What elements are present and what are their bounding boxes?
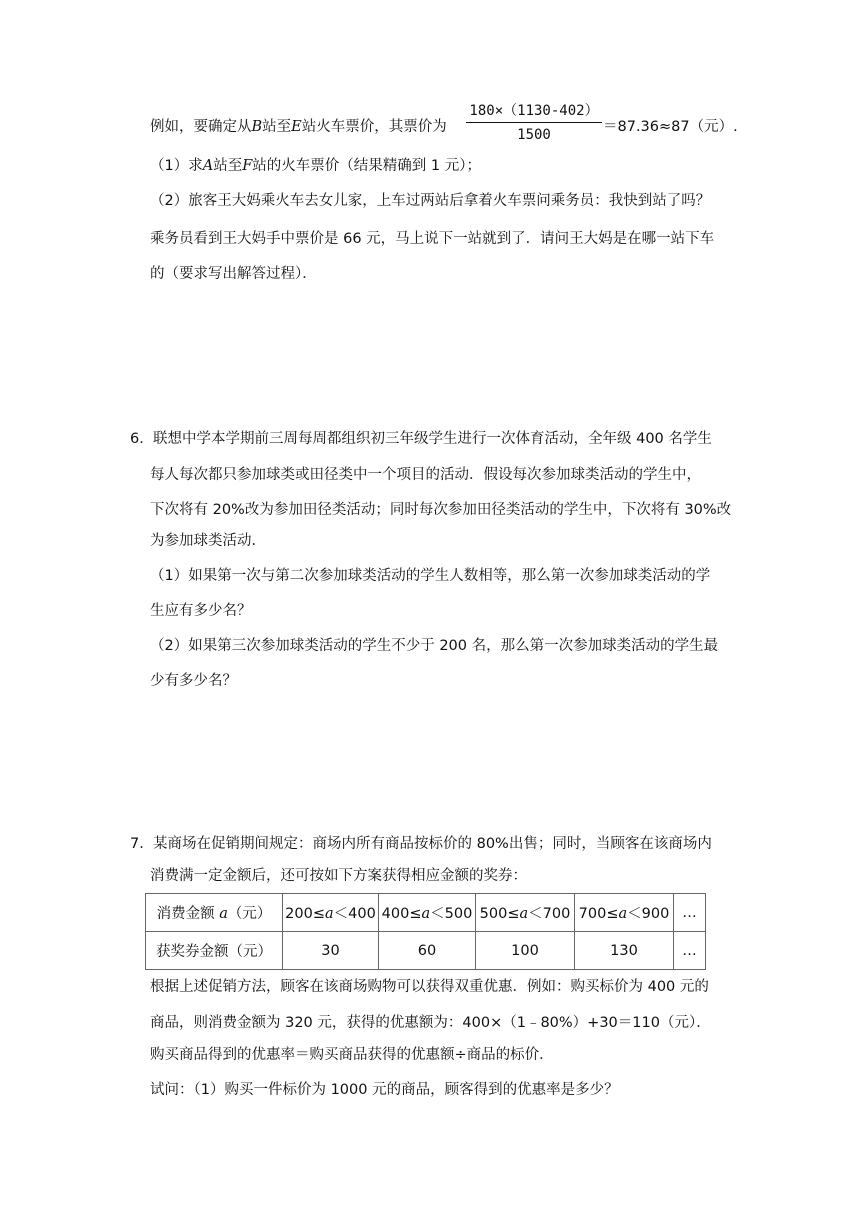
problem-6-line-1: 联想中学本学期前三周每周都组织初三年级学生进行一次体育活动，全年级 400 名学生 [153, 431, 712, 447]
table-row [146, 894, 706, 932]
range-var: a [421, 906, 431, 922]
q2-line-3: 的（要求写出解答过程）． [150, 266, 317, 282]
problem-6-sub1-line-2: 生应有多少名？ [150, 603, 252, 619]
station-a: A [202, 158, 214, 174]
problem-6-line-4: 为参加球类活动． [150, 533, 266, 549]
range-low: 400≤ [381, 906, 422, 922]
q2-line-1: （2）旅客王大妈乘火车去女儿家，上车过两站后拿着火车票问乘务员：我快到站了吗？ [150, 193, 711, 209]
table-header-spend [146, 894, 283, 932]
fraction-bar [466, 122, 602, 123]
problem-6-sub1-line-1: （1）如果第一次与第二次参加球类活动的学生人数相等，那么第一次参加球类活动的学 [150, 568, 711, 584]
station-e: E [291, 119, 302, 135]
problem-6-sub2-line-2: 少有多少名？ [150, 673, 237, 689]
range-var: a [519, 906, 529, 922]
table-ellipsis: … [674, 894, 706, 932]
range-var: a [324, 906, 334, 922]
table-range-cell [379, 894, 476, 932]
problem-6-line-2: 每人每次都只参加球类或田径类中一个项目的活动．假设每次参加球类活动的学生中， [150, 467, 701, 483]
range-high: ＜900 [627, 906, 670, 922]
table-ellipsis: … [674, 932, 706, 970]
example-result: ＝87.36≈87（元）. [603, 119, 738, 135]
table-range-cell [575, 894, 674, 932]
award-table [145, 893, 706, 970]
range-var: a [618, 906, 628, 922]
range-low: 700≤ [578, 906, 619, 922]
range-low: 200≤ [285, 906, 325, 922]
example-mid: 站至 [262, 119, 292, 135]
table-range-cell [476, 894, 575, 932]
problem-6-line-3: 下次将有 20%改为参加田径类活动；同时每次参加田径类活动的学生中，下次将有 30%改 [150, 502, 732, 518]
problem-7-after-1: 根据上述促销方法，顾客在该商场购物可以获得双重优惠．例如：购买标价为 400 元的 [150, 979, 709, 995]
range-high: ＜700 [528, 906, 571, 922]
fraction-denominator: 1500 [517, 127, 551, 143]
problem-7-after-4: 试问：（1）购买一件标价为 1000 元的商品，顾客得到的优惠率是多少？ [150, 1082, 619, 1098]
table-range-cell [283, 894, 379, 932]
problem-6-sub2-line-1: （2）如果第三次参加球类活动的学生不少于 200 名，那么第一次参加球类活动的学生最 [150, 638, 719, 654]
example-prefix: 例如，要确定从 [150, 119, 252, 135]
problem-6-number: 6． [130, 431, 154, 447]
fraction-numerator: 180×（1130-402） [469, 103, 599, 119]
header-var: a [219, 906, 228, 922]
table-row [146, 932, 706, 970]
table-value-cell: 30 [283, 932, 379, 970]
header-text: 消费金额 [156, 906, 220, 922]
station-f: F [242, 158, 253, 174]
problem-7-after-2: 商品，则消费金额为 320 元，获得的优惠额为：400×（1﹣80%）+30＝110（元）． [150, 1015, 711, 1031]
q1-text-2: 站至 [213, 158, 243, 174]
table-value-cell: 60 [379, 932, 476, 970]
range-high: ＜400 [333, 906, 376, 922]
table-value-cell: 100 [476, 932, 575, 970]
problem-7-after-3: 购买商品得到的优惠率＝购买商品获得的优惠额÷商品的标价． [150, 1047, 554, 1063]
example-suffix: 站火车票价，其票价为 [301, 119, 447, 135]
station-b: B [251, 119, 263, 135]
header-unit: （元） [227, 906, 272, 922]
problem-7-line-1: 某商场在促销期间规定：商场内所有商品按标价的 80%出售；同时，当顾客在该商场内 [153, 836, 712, 852]
q2-line-2: 乘务员看到王大妈手中票价是 66 元，马上说下一站就到了．请问王大妈是在哪一站下车 [150, 231, 715, 247]
problem-7-number: 7． [130, 836, 154, 852]
table-value-cell: 130 [575, 932, 674, 970]
fare-fraction [466, 101, 602, 145]
q1-line [150, 156, 481, 176]
q1-text-1: （1）求 [150, 158, 203, 174]
q1-text-3: 站的火车票价（结果精确到 1 元）； [252, 158, 481, 174]
range-low: 500≤ [479, 906, 520, 922]
example-line [150, 117, 447, 137]
problem-7-line-2: 消费满一定金额后，还可按如下方案获得相应金额的奖券： [150, 868, 527, 884]
table-header-award: 获奖券金额（元） [146, 932, 283, 970]
range-high: ＜500 [430, 906, 473, 922]
